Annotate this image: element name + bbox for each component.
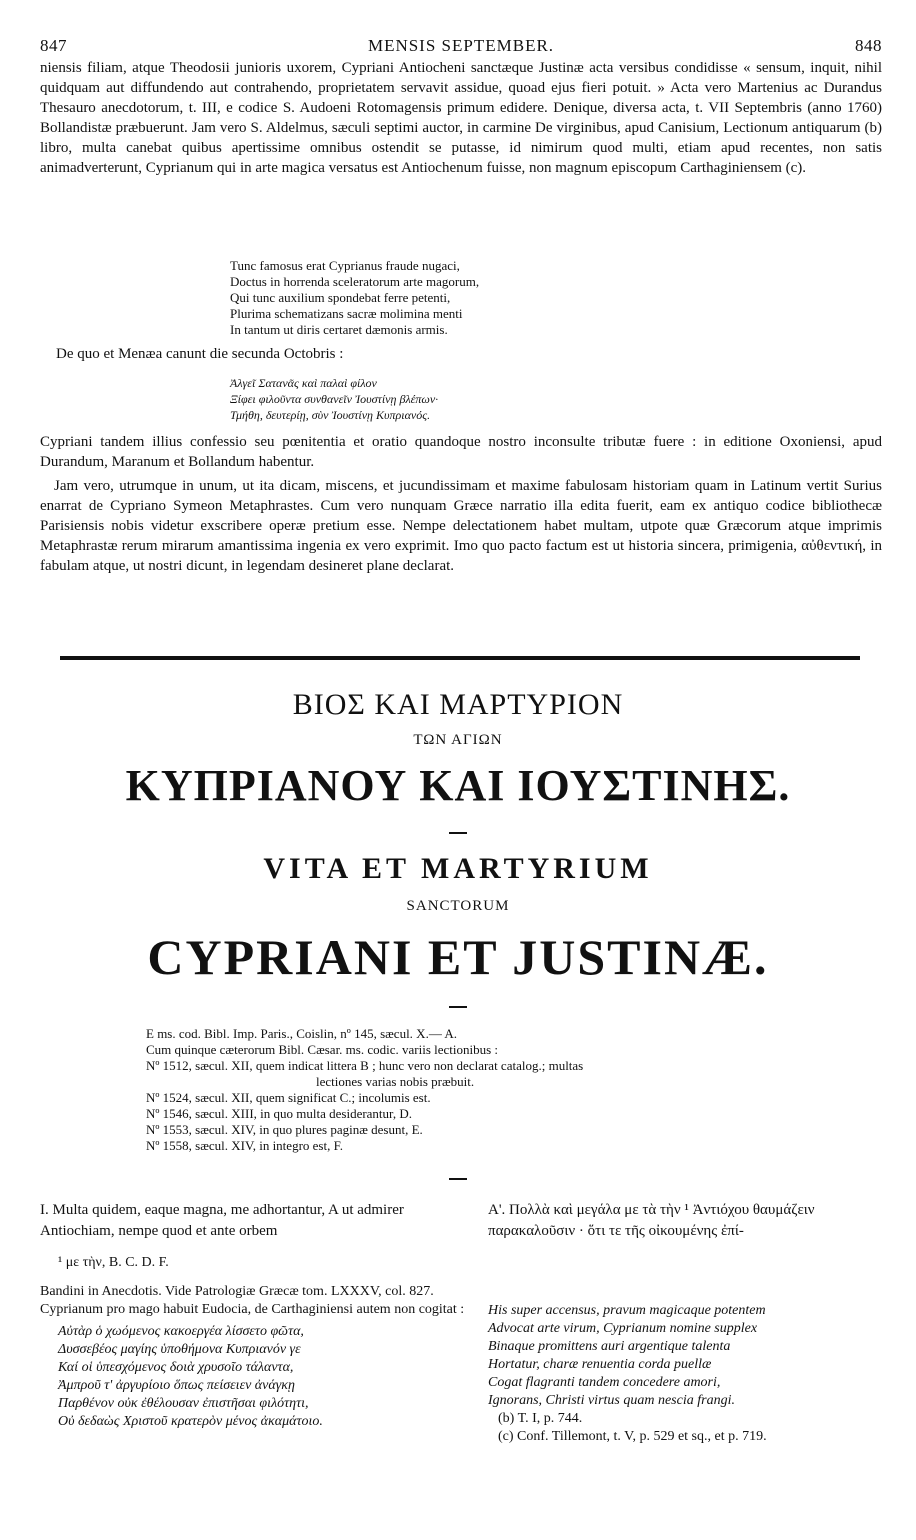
verse-line: Hortatur, charæ renuentia corda puellæ — [488, 1357, 712, 1372]
source-line: Nº 1512, sæcul. XII, quem indicat littera B ; hunc vero non declarat catalog.; multas — [146, 1058, 584, 1073]
notes-text: Bandini in Anecdotis. Vide Patrologiæ Græcæ tom. LXXXV, col. 827. Cyprianum pro mago habuit Eudocia, de Carthaginiensi autem non cogitat : — [40, 1284, 465, 1317]
poem-line: Tunc famosus erat Cyprianus fraude nugaci, — [230, 258, 460, 273]
title-dash — [449, 832, 467, 834]
source-line: Nº 1558, sæcul. XIV, in integro est, F. — [146, 1138, 344, 1153]
source-line: Nº 1553, sæcul. XIV, in quo plures paginæ desunt, E. — [146, 1122, 423, 1137]
greek-text: Α'. Πολλὰ καὶ μεγάλα με τὰ τὴν ¹ Ἀντιόχου θαυμάζειν παρακαλοῦσιν · ὅτι τε τῆς οἰκουμένης ἐπί- — [488, 1202, 815, 1239]
verse-line: Αὐτὰρ ὁ χωόμενος κακοεργέα λίσσετο φῶτα, — [58, 1324, 304, 1339]
poem-line: In tantum ut diris certaret dæmonis armis. — [230, 322, 448, 337]
menaea-verse — [230, 375, 630, 423]
poem-line: Doctus in horrenda sceleratorum arte magorum, — [230, 274, 480, 289]
intro-paragraph-3-text: Jam vero, utrumque in unum, ut ita dicam, miscens, et jucundissimam et maxime fabulosam historiam quam in Latinum vertit Surius enarrat de Cypriano Symeon Metaphrastes. Cum vero nunquam Græce narratio illa edita fuerit, eam ex antiquo codice bibliothecæ Parisiensis nobis videtur exscribere operæ pretium esse. Nempe delectationem habet multam, utpote quæ Græcorum atque imprimis Metaphrastæ rerum mirarum amantissima ingenia ex vero exprimit. Imo quo pacto factum est ut historia sincera, primigenia, αὐθεντική, in fabulam atque, ut nostri dicunt, in legendam desineret plane declarat. — [40, 478, 882, 574]
greek-title-line-3: ΚΥΠΡΙΑΝΟΥ ΚΑΙ ΙΟΥΣΤΙΝΗΣ. — [125, 761, 791, 810]
source-line: Nº 1524, sæcul. XII, quem significat C.; incolumis est. — [146, 1090, 431, 1105]
left-column — [40, 1200, 470, 1431]
verse-line: Ἀμπροῦ τ' ἀργυρίοιο ὅπως πείσειεν ἀνάγκῃ — [58, 1378, 295, 1393]
aldelmus-poem — [230, 258, 630, 338]
verse-line: His super accensus, pravum magicaque potentem — [488, 1303, 766, 1318]
poem-line: Ἀλγεῖ Σατανᾶς καὶ παλαὶ φίλον — [230, 376, 377, 390]
poem-line: Ξίφει φιλοῦντα συνθανεῖν Ἰουστίνῃ βλέπων· — [230, 392, 439, 406]
latin-title-line-1: VITA ET MARTYRIUM — [263, 852, 653, 885]
greek-verse — [40, 1323, 470, 1431]
verse-line: Οὐ δεδαὼς Χριστοῦ κρατερὸν μένος ἀκαμάτοιο. — [58, 1414, 323, 1429]
greek-title-line-1: ΒΙΟΣ ΚΑΙ ΜΑΡΤΥΡΙΟΝ — [292, 688, 624, 721]
page-number-right: 848 — [855, 36, 882, 55]
section-rule — [60, 656, 860, 660]
manuscript-sources — [146, 1026, 786, 1154]
intro-paragraph-3 — [40, 476, 882, 576]
source-line: Nº 1546, sæcul. XIII, in quo multa desiderantur, D. — [146, 1106, 412, 1121]
poem-line: Τμήθη, δευτερίῃ, σὺν Ἰουστίνῃ Κυπριανός. — [230, 408, 431, 422]
verse-line: Cogat flagranti tandem concedere amori, — [488, 1375, 721, 1390]
title-dash — [449, 1178, 467, 1180]
verse-line: Δυσσεβέος μαγίης ὑποθήμονα Κυπριανόν γε — [58, 1342, 301, 1357]
latin-title-line-3: CYPRIANI ET JUSTINÆ. — [147, 929, 769, 985]
title-dash — [449, 1006, 467, 1008]
right-column — [488, 1200, 888, 1446]
poem-line: Qui tunc auxilium spondebat ferre petenti, — [230, 290, 451, 305]
verse-line: Binaque promittens auri argentique talenta — [488, 1339, 731, 1354]
intro-paragraph-1-text: niensis filiam, atque Theodosii junioris uxorem, Cypriani Antiocheni sanctæque Justinæ acta versibus condidisse « sensum, inquit, nihil quidquam aut diffundendo aut contrahendo, proprietatem servavit assidue, quoad ejus fieri potuit. » Acta vero Martenius ac Durandus Thesauro anecdotorum, t. III, e codice S. Audoeni Rotomagensis primum edidere. Denique, diversa acta, t. VII Septembris (anno 1760) Bollandistæ præbuerunt. Jam vero S. Aldelmus, sæculi septimi auctor, in carmine De virginibus, apud Canisium, Lectionum antiquarum (b) libro, multa canebat quibus apertissime omnibus ostendit se putasse, id nimirum quod multi, etiam apud recentes, non satis animadverterunt, Cyprianum qui in arte magica versatus est Antiochenum fuisse, non magnum episcopum Carthaginiensem (c). — [40, 60, 882, 176]
source-line: Cum quinque cæterorum Bibl. Cæsar. ms. codic. variis lectionibus : — [146, 1042, 499, 1057]
latin-title-line-2: SANCTORUM — [406, 898, 510, 914]
menaea-intro: De quo et Menæa canunt die secunda Octobris : — [56, 346, 344, 362]
verse-line: Καί οἱ ὑπεσχόμενος δοιὰ χρυσοῖο τάλαντα, — [58, 1360, 294, 1375]
latin-verse — [488, 1302, 888, 1410]
intro-paragraph-2 — [40, 432, 882, 472]
running-title: MENSIS SEPTEMBER. — [367, 36, 555, 55]
footnote: ¹ με τὴν, B. C. D. F. — [58, 1255, 169, 1270]
page-number-left: 847 — [40, 36, 67, 55]
source-line: E ms. cod. Bibl. Imp. Paris., Coislin, nº 145, sæcul. X.— A. — [146, 1026, 457, 1041]
verse-line: Advocat arte virum, Cyprianum nomine supplex — [488, 1321, 758, 1336]
reference-b: (b) T. I, p. 744. — [498, 1411, 583, 1426]
verse-line: Ignorans, Christi virtus quam nescia frangi. — [488, 1393, 735, 1408]
intro-paragraph-1 — [40, 58, 882, 178]
latin-text: I. Multa quidem, eaque magna, me adhortantur, A ut admirer Antiochiam, nempe quod et ante orbem — [40, 1202, 404, 1239]
intro-paragraph-2-text: Cypriani tandem illius confessio seu pœnitentia et oratio quandoque nostro inconsulte tributæ fuere : in editione Oxoniensi, apud Durandum, Maranum et Bollandum habentur. — [40, 434, 882, 470]
source-line: lectiones varias nobis præbuit. — [316, 1074, 475, 1089]
reference-c: (c) Conf. Tillemont, t. V, p. 529 et sq., et p. 719. — [498, 1429, 767, 1444]
poem-line: Plurima schematizans sacræ molimina menti — [230, 306, 463, 321]
verse-line: Παρθένον οὐκ ἐθέλουσαν ἐπιστῆσαι φιλότητι, — [58, 1396, 309, 1411]
greek-title-line-2: ΤΩΝ ΑΓΙΩΝ — [413, 732, 503, 748]
